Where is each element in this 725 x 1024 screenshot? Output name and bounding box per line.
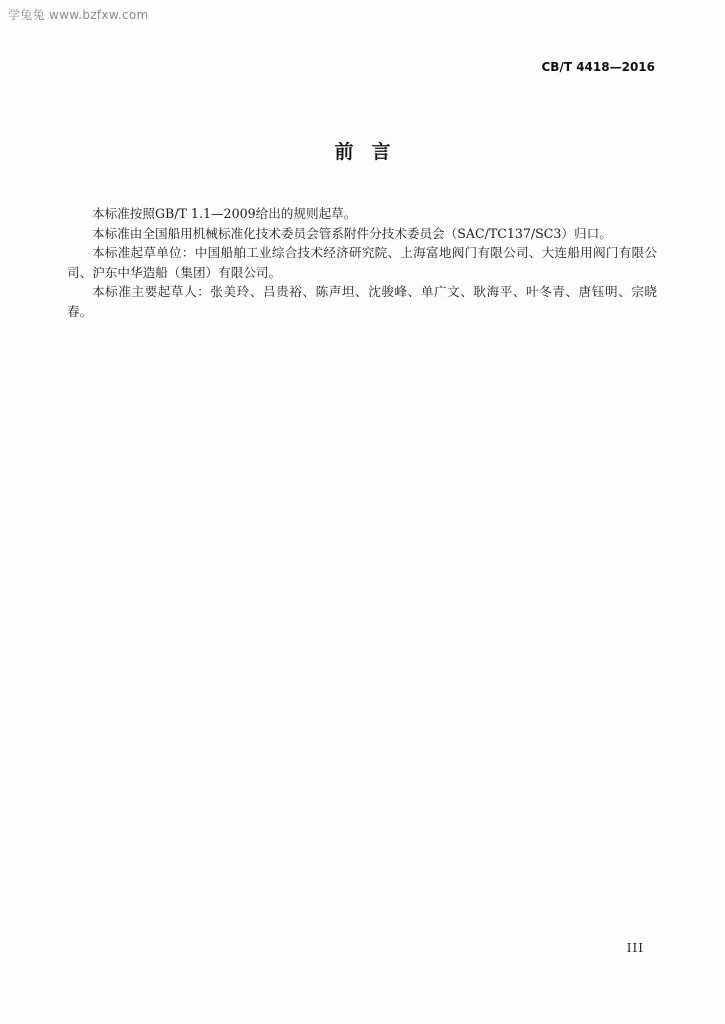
page-title: 前言	[334, 141, 409, 163]
watermark-text: 学兔兔 www.bzfxw.com	[8, 8, 149, 22]
paragraph-drafting-units: 本标准起草单位：中国船舶工业综合技术经济研究院、上海富地阀门有限公司、大连船用阀门有限公司、沪东中华造船（集团）有限公司。	[67, 245, 657, 280]
paragraph-responsible-committee: 本标准由全国船用机械标准化技术委员会管系附件分技术委员会（SAC/TC137/SC3）归口。	[92, 225, 612, 241]
standard-code: CB/T 4418—2016	[541, 60, 655, 74]
paragraph-drafting-rules: 本标准按照GB/T 1.1—2009给出的规则起草。	[92, 206, 357, 221]
paragraph-main-drafters: 本标准主要起草人：张美玲、吕贵裕、陈声坦、沈骏峰、单广文、耿海平、叶冬青、唐钰明、宗晓春。	[67, 284, 657, 319]
foreword-body	[67, 204, 657, 322]
page-number: III	[626, 941, 644, 955]
